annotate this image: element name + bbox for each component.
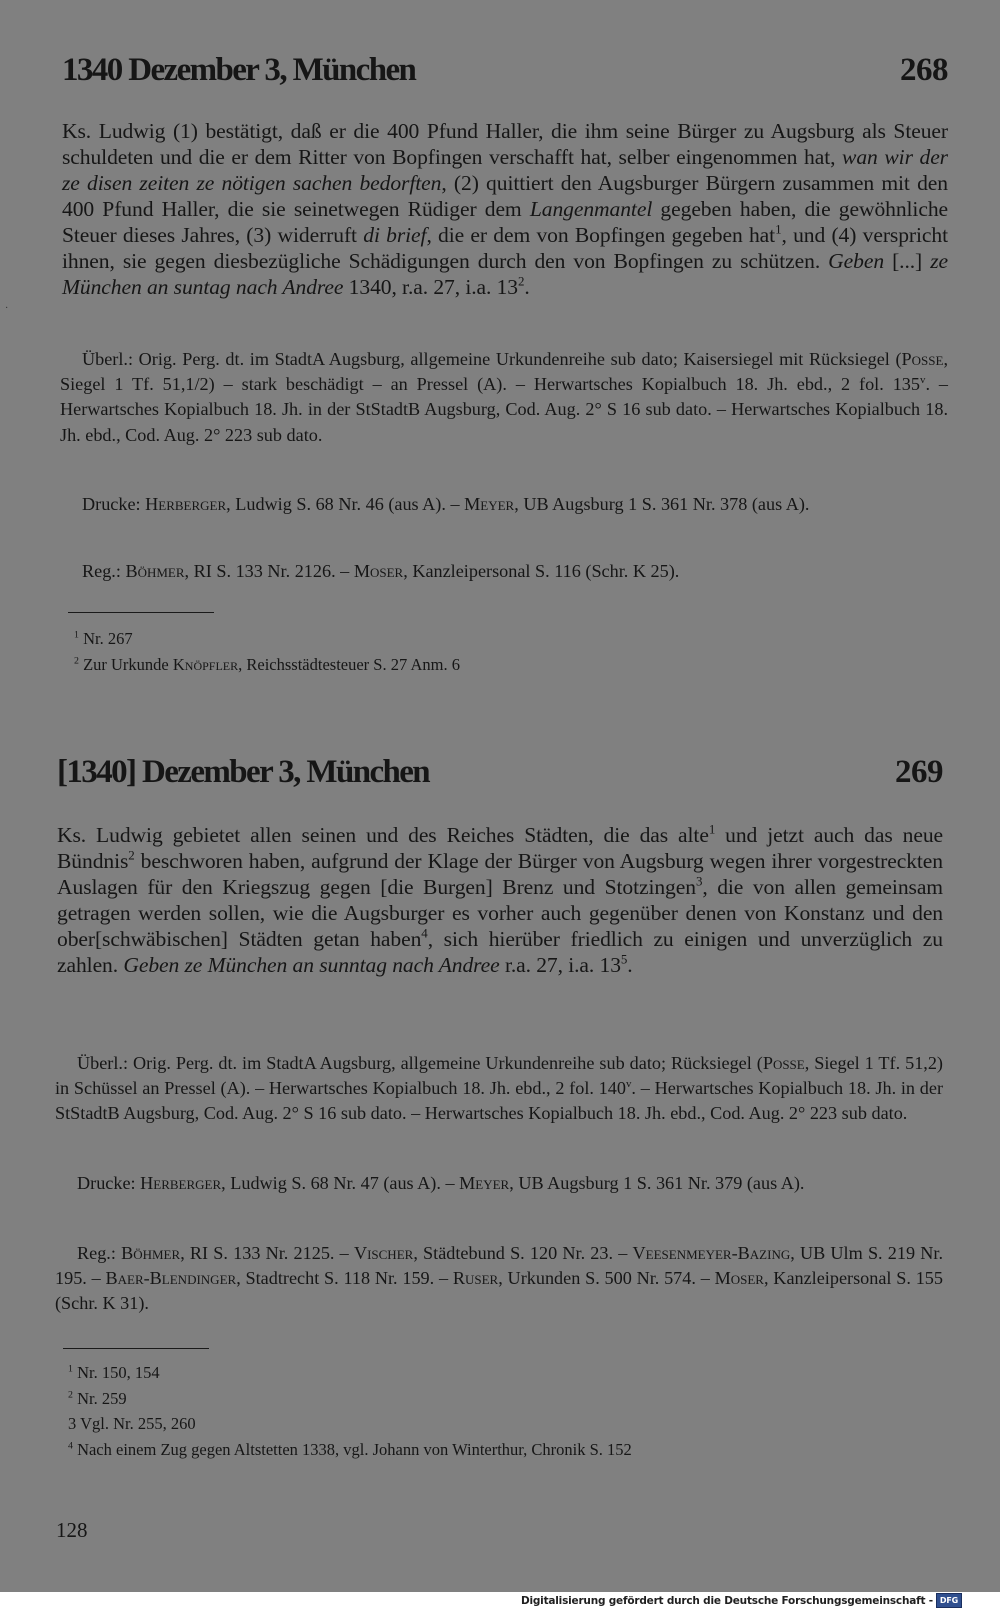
- credit-text: Digitalisierung gefördert durch die Deutsche Forschungsgemeinschaft -: [520, 1594, 933, 1607]
- doc-269-regesten: Reg.: Böhmer, RI S. 133 Nr. 2125. – Vischer, Städtebund S. 120 Nr. 23. – Veesenmeyer-Bazing, UB Ulm S. 219 Nr. 195. – Baer-Blendinger, Stadtrecht S. 118 Nr. 159. – Ruser, Urkunden S. 500 Nr. 574. – Moser, Kanzleipersonal S. 155 (Schr. K 31).: [55, 1243, 943, 1314]
- doc-268-regest: Ks. Ludwig (1) bestätigt, daß er die 400 Pfund Haller, die ihm seine Bürger zu Augsburg als Steuer schuldeten und die er dem Ritter von Bopfingen verschafft hat, selber eingenommen hat, wan wir der ze disen zeiten ze nötigen sachen bedorften, (2) quittiert den Augsburger Bürgern zusammen mit den 400 Pfund Haller, die sie seinetwegen Rüdiger dem Langenmantel gegeben haben, die gewöhnliche Steuer dieses Jahres, (3) widerruft di brief, die er dem von Bopfingen gegeben hat$^1$, und (4) verspricht ihnen, sie gegen diesbezügliche Schädigungen durch den von Bopfingen zu schützen. Geben [...] ze München an suntag nach Andree 1340, r.a. 27, i.a. $13^2$.: [62, 119, 948, 299]
- doc-269-number: 269: [895, 754, 943, 790]
- doc-269-heading: [57, 754, 943, 791]
- doc-268-footnotes: [74, 626, 460, 677]
- footnote: 3 Vgl. Nr. 255, 260: [68, 1414, 196, 1433]
- doc-269-ueberlieferung: Überl.: Orig. Perg. dt. im StadtA Augsburg, allgemeine Urkundenreihe sub dato; Rücksiegel (Posse, Siegel 1 Tf. 51,2) in Schüssel an Pressel (A). – Herwartsches Kopialbuch 18. Jh. ebd., 2 fol. 140$^v$. – Herwartsches Kopialbuch 18. Jh. in der StStadtB Augsburg, Cod. Aug. 2° S 16 sub dato. – Herwartsches Kopialbuch 18. Jh. ebd., Cod. Aug. 2° 223 sub dato.: [55, 1053, 943, 1124]
- doc-268-number: 268: [900, 52, 948, 88]
- footnote: $^1$ Nr. 150, 154: [68, 1363, 160, 1382]
- page-number: 128: [56, 1518, 88, 1542]
- digitization-credit: [521, 1593, 962, 1608]
- footnote: $^1$ Nr. 267: [74, 629, 133, 648]
- doc-268-heading: [62, 52, 948, 89]
- doc-269-footnotes: [68, 1360, 632, 1462]
- doc-268-regesten: Reg.: Böhmer, RI S. 133 Nr. 2126. – Moser, Kanzleipersonal S. 116 (Schr. K 25).: [82, 561, 680, 581]
- doc-268-title: 1340 Dezember 3, München: [62, 52, 416, 88]
- doc-268-ueberlieferung: Überl.: Orig. Perg. dt. im StadtA Augsburg, allgemeine Urkundenreihe sub dato; Kaisersiegel mit Rücksiegel (Posse, Siegel 1 Tf. 51,1/2) – stark beschädigt – an Pressel (A). – Herwartsches Kopialbuch 18. Jh. ebd., 2 fol. 135$^v$. – Herwartsches Kopialbuch 18. Jh. in der StStadtB Augsburg, Cod. Aug. 2° S 16 sub dato. – Herwartsches Kopialbuch 18. Jh. ebd., Cod. Aug. 2° 223 sub dato.: [60, 349, 948, 445]
- footnote: $^2$ Nr. 259: [68, 1388, 127, 1408]
- doc-269-title: [1340] Dezember 3, München: [57, 754, 430, 790]
- doc-269-drucke: Drucke: Herberger, Ludwig S. 68 Nr. 47 (aus A). – Meyer, UB Augsburg 1 S. 361 Nr. 379 (aus A).: [77, 1173, 805, 1193]
- dfg-logo-icon: DFG: [936, 1593, 962, 1608]
- scan-speck: ·: [5, 303, 9, 314]
- doc-268-drucke: Drucke: Herberger, Ludwig S. 68 Nr. 46 (aus A). – Meyer, UB Augsburg 1 S. 361 Nr. 378 (aus A).: [82, 494, 810, 514]
- doc-268-footnote-rule: [68, 612, 214, 613]
- footnote: $^2$ Zur Urkunde Knöpfler, Reichsstädtesteuer S. 27 Anm. 6: [74, 654, 460, 674]
- footnote: $^4$ Nach einem Zug gegen Altstetten 1338, vgl. Johann von Winterthur, Chronik S. 152: [68, 1439, 632, 1459]
- doc-269-regest: Ks. Ludwig gebietet allen seinen und des Reiches Städten, die das alte$^1$ und jetzt auch das neue Bündnis$^2$ beschworen haben, aufgrund der Klage der Bürger von Augsburg wegen ihrer vorgestreckten Auslagen für den Kriegszug gegen [die Burgen] Brenz und Stotzingen$^3$, die von allen gemeinsam getragen werden sollen, wie die Augsburger es vorher auch gegenüber denen von Konstanz und den ober[schwäbischen] Städten getan haben$^4$, sich hierüber friedlich zu einigen und unverzüglich zu zahlen. Geben ze München an sunntag nach Andree r.a. 27, i.a. $13^5$.: [57, 821, 943, 977]
- doc-269-footnote-rule: [63, 1348, 209, 1349]
